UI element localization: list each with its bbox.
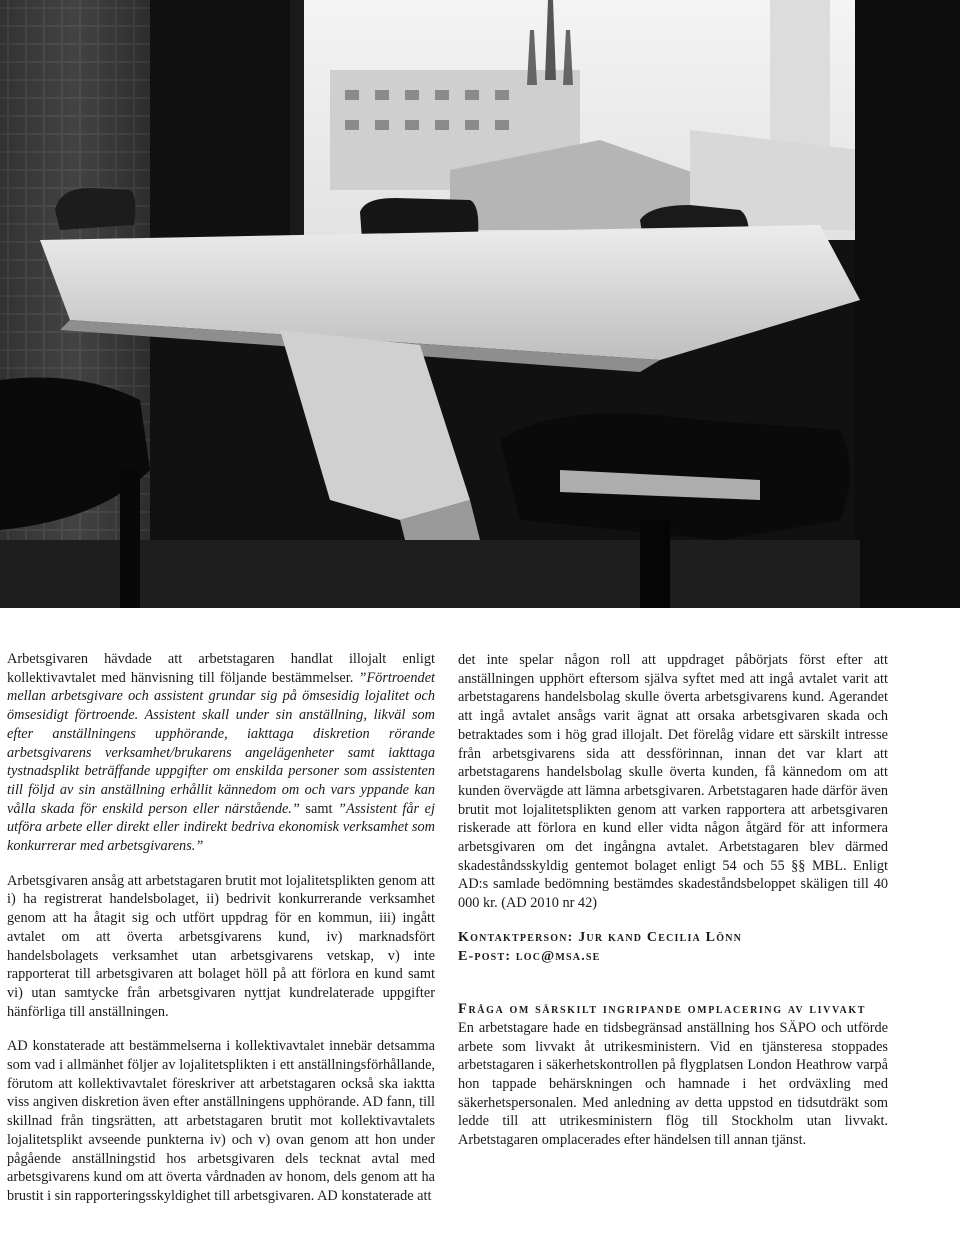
right-column (458, 651, 888, 1150)
text-samt: samt (299, 800, 339, 817)
contact-block (458, 929, 888, 966)
email-label: E-post: (458, 948, 512, 964)
right-paragraph-2: En arbetstagare hade en tidsbegränsad anställning hos SÄPO och utförde arbete som livvakt åt utrikesministern. Vid en tjänsteresa stoppades arbetstagaren i säkerhetskontrollen på flygplatsen London Heathrow varpå hon tappade behärskningen och hamnade i het ordväxling med säkerhetspersonalen. Med anledning av detta uppstod en tidsutdräkt som ledde till att utrikesministern flög till Stockholm utan livvakt. Arbetstagaren omplacerades efter händelsen till annan tjänst. (458, 1019, 888, 1149)
quote-competition: ”Assistent får ej utföra arbete eller direkt eller indirekt bedriva ekonomisk verksamhet som konkurrerar med arbetsgivarens.” (7, 800, 435, 855)
section-heading: Fråga om särskilt ingripande omplacering av livvakt (458, 1001, 866, 1018)
contact-person-line (458, 929, 888, 948)
left-column (7, 650, 435, 1206)
left-paragraph-1 (7, 650, 435, 856)
text-normal: Arbetsgivaren hävdade att arbetstagaren handlat illojalt enligt kollektivavtalet med hänvisning till följande bestämmelser. (7, 651, 435, 686)
contact-name: Jur kand Cecilia Lönn (573, 929, 743, 945)
contact-label: Kontaktperson: (458, 929, 574, 945)
right-paragraph-1: det inte spelar någon roll att uppdraget påbörjats först efter att anställningen upphört eftersom själva syftet med att ingå avtalet varit att arbetstagarens handelsbolag skulle överta arbetsgivarens kund. Agerandet att ingå avtalet ansågs varit ägnat att orsaka arbetsgivaren skada och betraktades som i hög grad illojalt. Det förelåg vidare ett särskilt intresse från arbetsgivarens sida att dessförinnan, innan det var klart att arbetstagarens handelsbolag skulle överta kunden, få kännedom om att kunden övervägde att lämna arbetsgivaren. Arbetstagaren hade därför även brutit mot lojalitetsplikten genom att varken rapportera att arbetsgivaren riskerade att förlora en kund eller vidta någon åtgärd för att informera arbetsgivaren om det ingångna avtalet. Arbetstagaren blev därmed skadeståndsskyldig gentemot bolaget enligt 54 och 55 §§ MBL. Enligt AD:s samlade bedömning bestämdes skadeståndsbeloppet skäligen till 40 000 kr. (AD 2010 nr 42) (458, 652, 888, 912)
email-link[interactable]: loc@msa.se (511, 948, 601, 964)
quote-loyalty: ”Förtroendet mellan arbetsgivare och assistent grundar sig på ömsesidig lojalitet och ömsesidigt förtroende. Assistent skall under sin anställning, likväl som efter anställningens upphörande, iakttaga diskretion rörande arbetsgivarens verksamhet/brukarens angelägenheter samt iakttaga tystnadsplikt beträffande uppgifter om enskilda personer som assistenten till följd av sin anställning erhållit kännedom om och vars yppande kan vålla skada för enskild person eller närstående.” (7, 669, 436, 817)
email-line (458, 948, 888, 967)
conference-room-photo (0, 0, 960, 608)
left-paragraph-3: AD konstaterade att bestämmelserna i kollektivavtalet innebär detsamma som vad i allmänhet följer av lojalitetsplikten i ett anställningsförhållande, förutom att kollektivavtalet föreskriver att arbetstagaren också ska iaktta viss angiven diskretion även efter anställningens upphörande. AD fann, till skillnad från tingsrätten, att arbetstagaren brutit mot kollektivavtalets lojalitetsplikt avseende punkterna iv) och v) ovan genom att hon under pågående anställningstid hos arbetsgivaren dels tecknat avtal med arbetsgivarens kund om att överta vårdnaden av honom, dels genom att ha brustit i sin rapporteringsskyldighet till arbetsgivaren. AD konstaterade att (7, 1038, 435, 1204)
photo-illustration (0, 0, 960, 608)
left-paragraph-2: Arbetsgivaren ansåg att arbetstagaren brutit mot lojalitetsplikten genom att i) ha registrerat handelsbolaget, ii) bedrivit konkurrerande verksamhet genom att ha åtagit sig och utfört uppdrag för en kommun, iii) ingått avtalet om att överta arbetsgivarens kund, iv) marknadsfört handelsbolagets verksamhet utan arbetsgivarens vetskap, v) inte rapporterat till arbetsgivaren att bolaget höll på att förlora en kund samt vi) utan samtycke från arbetsgivaren nyttjat kundrelaterade uppgifter hänförliga till anställningen. (7, 872, 435, 1020)
